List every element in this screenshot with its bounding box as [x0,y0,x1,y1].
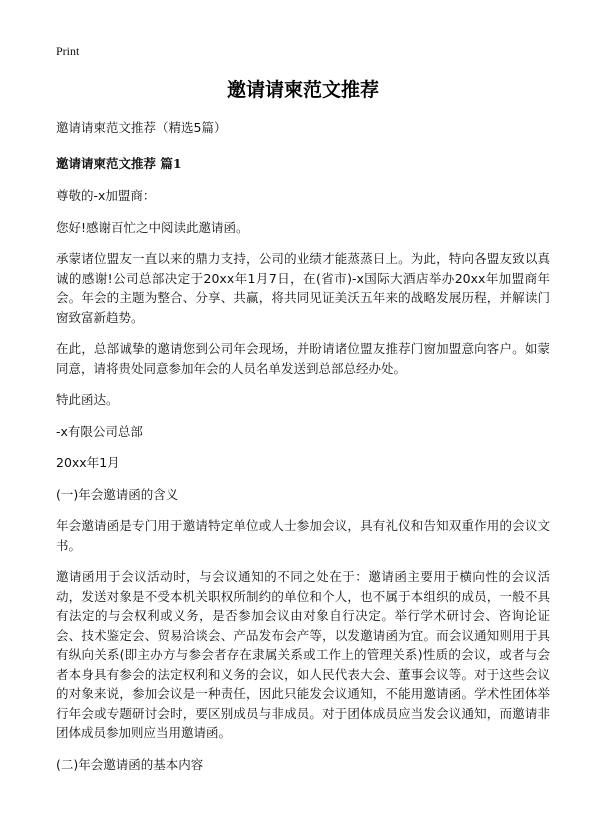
section-heading: 邀请请柬范文推荐 篇1 [56,156,182,171]
subheading: (二)年会邀请函的基本内容 [56,756,204,772]
closing-line: 特此函达。 [56,392,119,407]
signature-date: 20xx年1月 [56,455,120,470]
print-label: Print [56,44,80,58]
document-subtitle: 邀请请柬范文推荐（精选5篇） [56,120,227,135]
greeting-paragraph: 您好!感谢百忙之中阅读此邀请函。 [56,219,249,235]
salutation: 尊敬的-x加盟商： [56,188,156,203]
signature-org: -x有限公司总部 [56,423,143,439]
body-paragraph: 在此，总部诚挚的邀请您到公司年会现场，并盼请诸位盟友推荐门窗加盟意向客户。如蒙同意，请将贵处同意参加年会的人员名单发送到总部总经办处。 [56,341,550,376]
subheading: (一)年会邀请函的含义 [56,486,179,502]
body-paragraph: 承蒙诸位盟友一直以来的鼎力支持，公司的业绩才能蒸蒸日上。为此，特向各盟友致以真诚的感谢!公司总部决定于20xx年1月7日，在(省市)-x国际大酒店举办20xx年加盟商年会。年会的主题为整合、分享、共赢，将共同见证美沃五年来的战略发展历程，并解读门窗致富新趋势。 [56,251,550,325]
body-paragraph: 年会邀请函是专门用于邀请特定单位或人士参加会议，具有礼仪和告知双重作用的会议文书。 [56,518,550,553]
document-title: 邀请请柬范文推荐 [226,79,379,101]
body-paragraph: 邀请函用于会议活动时，与会议通知的不同之处在于：邀请函主要用于横向性的会议活动，发送对象是不受本机关职权所制约的单位和个人，也不属于本组织的成员，一般不具有法定的与会权利或义务，是否参加会议由对象自行决定。举行学术研讨会、咨询论证会、技术鉴定会、贸易洽谈会、产品发布会产等，以发邀请函为宜。而会议通知则用于具有纵向关系(即主办方与参会者存在隶属关系或工作上的管理关系)性质的会议，或者与会者本身具有参会的法定权利和义务的会议，如人民代表大会、董事会议等。对于这些会议的对象来说，参加会议是一种责任，因此只能发会议通知，不能用邀请函。学术性团体举行年会或专题研讨会时，要区别成员与非成员。对于团体成员应当发会议通知，而邀请非团体成员参加则应当用邀请函。 [56,569,550,740]
